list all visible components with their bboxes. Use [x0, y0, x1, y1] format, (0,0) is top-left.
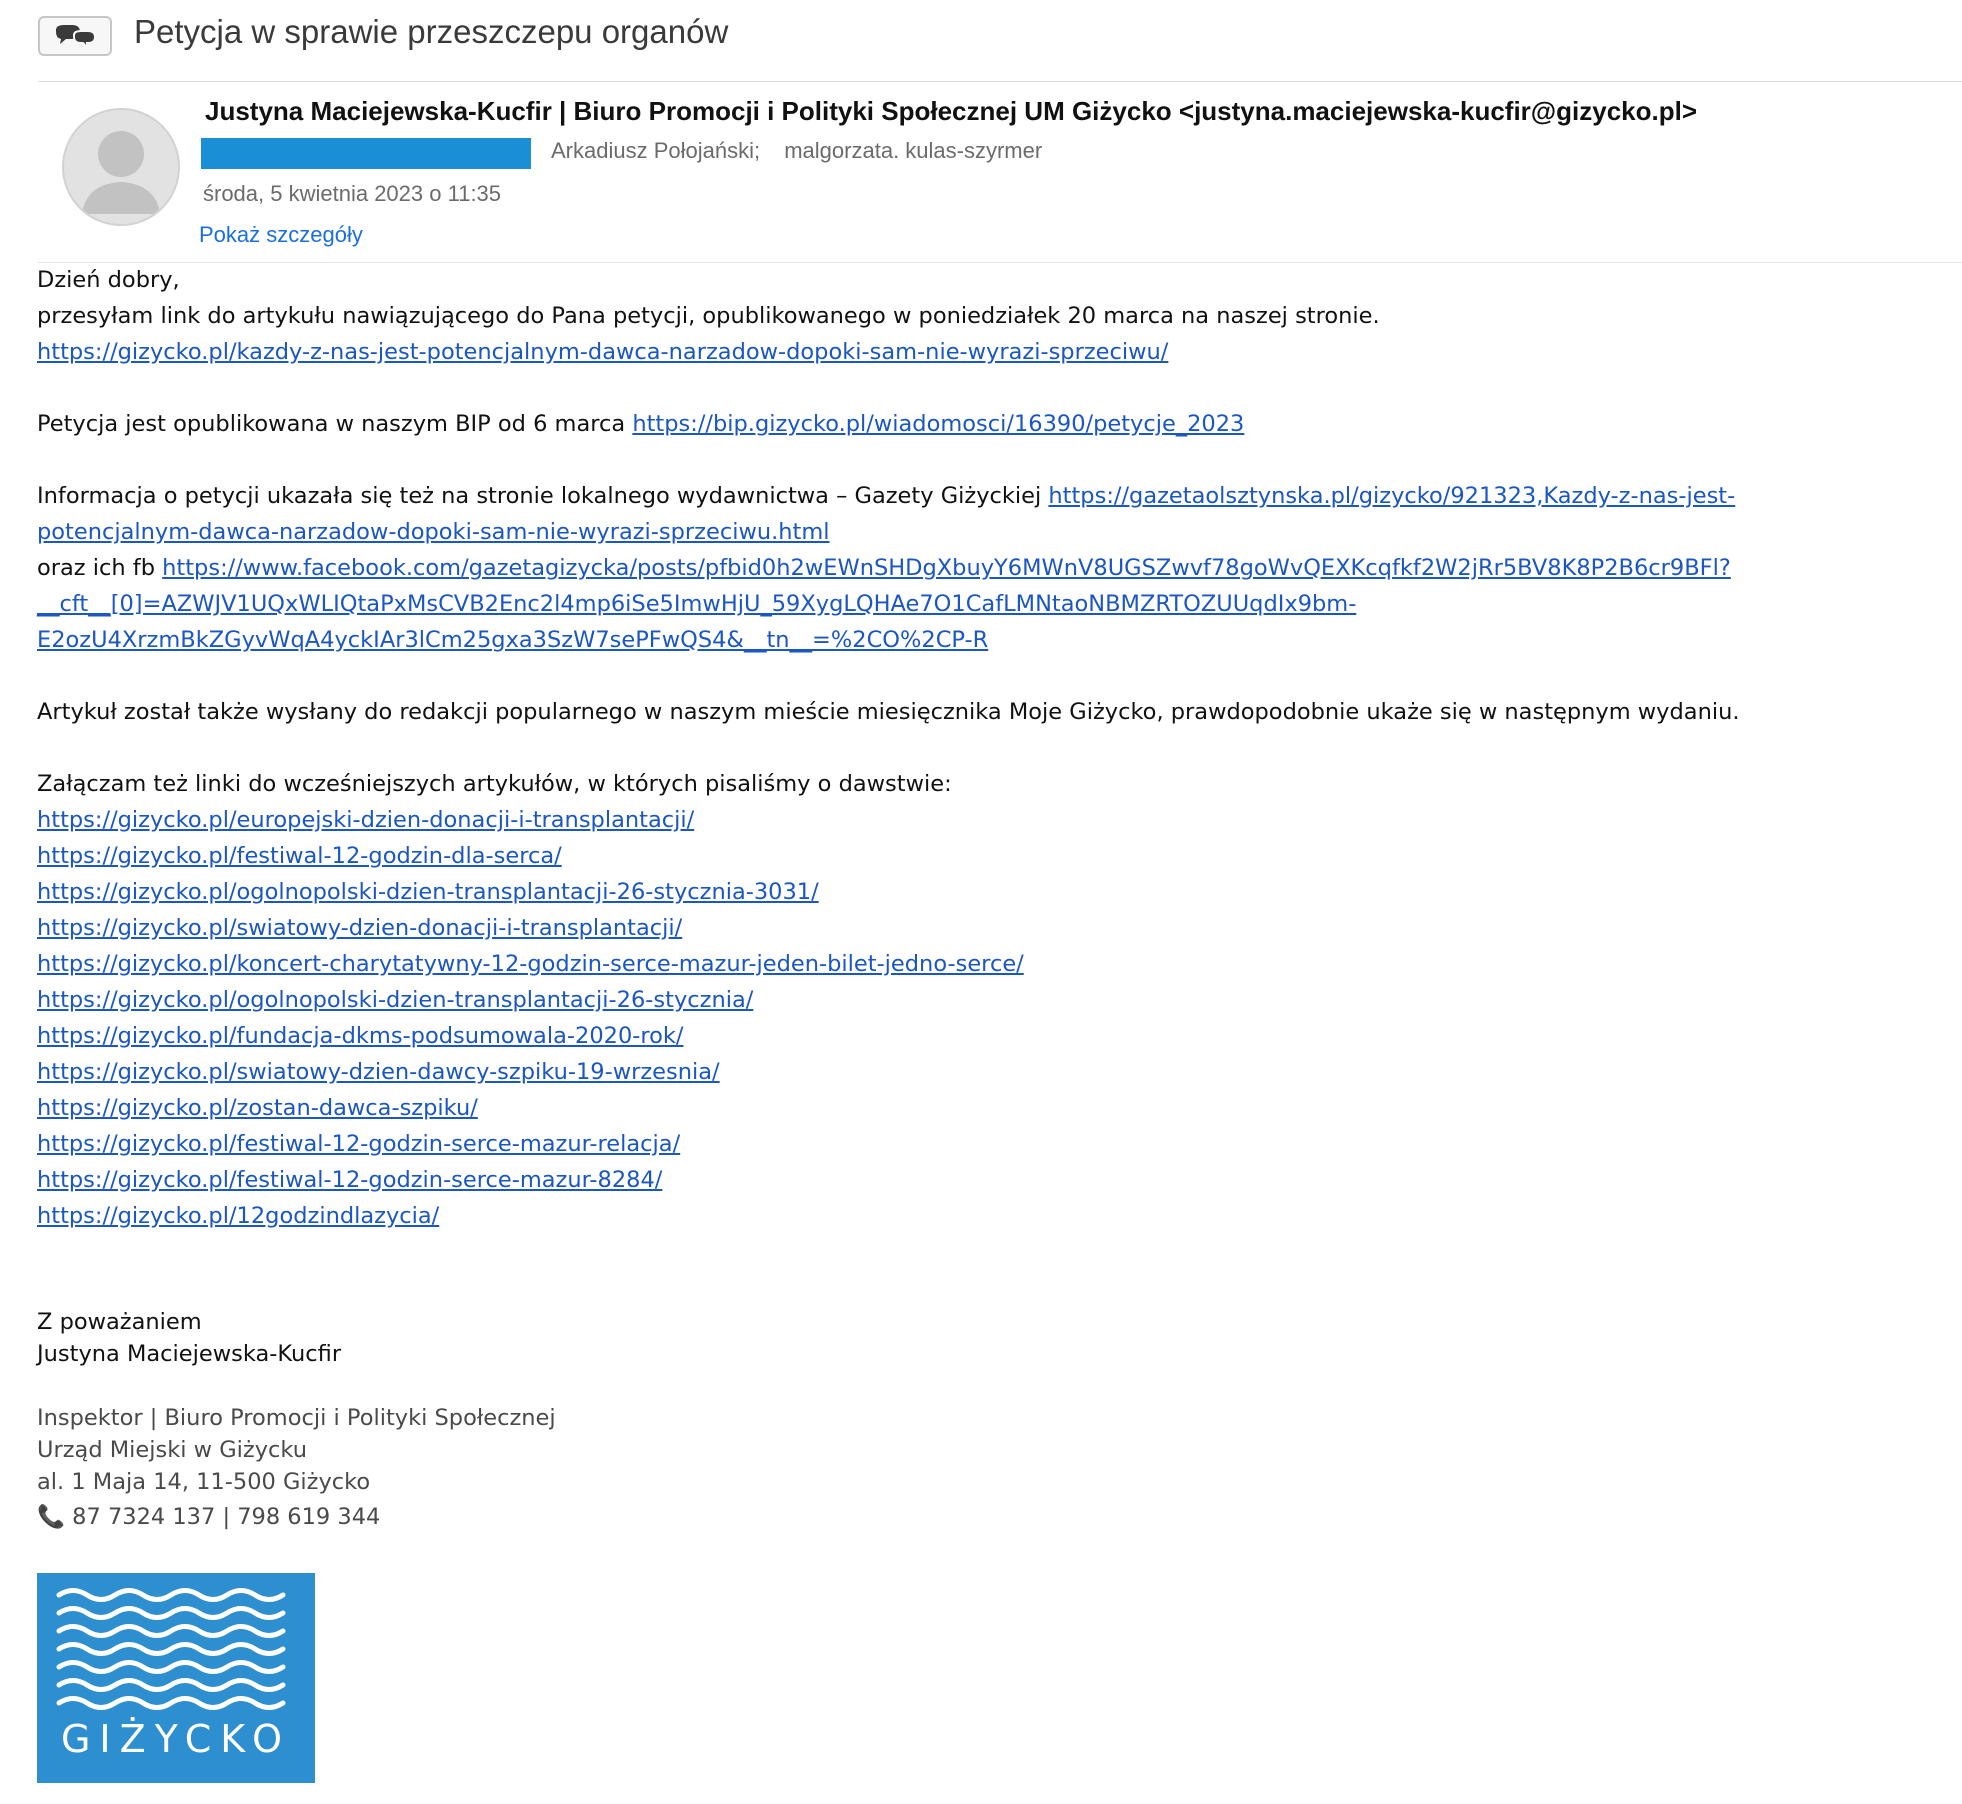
waves-icon — [37, 1573, 315, 1713]
bip-link[interactable]: https://bip.gizycko.pl/wiadomosci/16390/petycje_2023 — [632, 411, 1245, 437]
signature-title: Inspektor | Biuro Promocji i Polityki Społecznej — [37, 1405, 556, 1431]
article-archive-link[interactable]: https://gizycko.pl/festiwal-12-godzin-serce-mazur-relacja/ — [37, 1131, 681, 1157]
redacted-recipient — [201, 138, 531, 169]
recipient-name[interactable]: Arkadiusz Połojański; — [551, 138, 761, 163]
facebook-link[interactable]: https://www.facebook.com/gazetagizycka/posts/pfbid0h2wEWnSHDgXbuyY6MWnV8UGSZwvf78goWvQEXKcqfkf2W2jRr5BV8K8P2B6cr9BFl? — [162, 555, 1731, 581]
article-archive-link[interactable]: https://gizycko.pl/koncert-charytatywny-12-godzin-serce-mazur-jeden-bilet-jedno-serce/ — [37, 951, 1024, 977]
links-intro: Załączam też linki do wcześniejszych artykułów, w których pisaliśmy o dawstwie: — [37, 771, 952, 797]
sent-date: środa, 5 kwietnia 2023 o 11:35 — [203, 181, 502, 206]
signature-address: al. 1 Maja 14, 11-500 Giżycko — [37, 1469, 371, 1495]
message-toolbar — [0, 0, 1962, 72]
recipient-list — [551, 138, 1060, 164]
article-link[interactable]: https://gizycko.pl/kazdy-z-nas-jest-potencjalnym-dawca-narzadow-dopoki-sam-nie-wyrazi-sprzeciwu/ — [37, 339, 1169, 365]
bip-text: Petycja jest opublikowana w naszym BIP od 6 marca — [37, 411, 633, 437]
greeting: Dzień dobry, — [37, 267, 180, 293]
person-silhouette-icon — [64, 110, 180, 226]
article-archive-link[interactable]: https://gizycko.pl/europejski-dzien-donacji-i-transplantacji/ — [37, 807, 695, 833]
sender-avatar[interactable] — [62, 108, 180, 226]
speech-bubbles-icon — [52, 23, 100, 51]
gazeta-link[interactable]: potencjalnym-dawca-narzadow-dopoki-sam-nie-wyrazi-sprzeciwu.html — [37, 519, 830, 545]
intro-paragraph: przesyłam link do artykułu nawiązującego do Pana petycji, opublikowanego w poniedziałek 20 marca na naszej stronie. — [37, 303, 1380, 329]
article-archive-link[interactable]: https://gizycko.pl/ogolnopolski-dzien-transplantacji-26-stycznia-3031/ — [37, 879, 819, 905]
show-details-link[interactable]: Pokaż szczegóły — [199, 222, 363, 247]
fb-text: oraz ich fb — [37, 555, 163, 581]
divider — [38, 81, 1962, 82]
gazeta-text: Informacja o petycji ukazała się też na stronie lokalnego wydawnictwa – Gazety Giżyckiej — [37, 483, 1049, 509]
facebook-link[interactable]: __cft__[0]=AZWJV1UQxWLIQtaPxMsCVB2Enc2l4mp6iSe5ImwHjU_59XygLQHAe7O1CafLMNtaoNBMZRTOZUUqdIx9bm- — [37, 591, 1357, 617]
article-archive-link[interactable]: https://gizycko.pl/festiwal-12-godzin-dla-serca/ — [37, 843, 562, 869]
article-archive-link[interactable]: https://gizycko.pl/festiwal-12-godzin-serce-mazur-8284/ — [37, 1167, 663, 1193]
article-archive-link[interactable]: https://gizycko.pl/swiatowy-dzien-donacji-i-transplantacji/ — [37, 915, 683, 941]
moje-gizycko-paragraph: Artykuł został także wysłany do redakcji popularnego w naszym mieście miesięcznika Moje Giżycko, prawdopodobnie ukaże się w następnym wydaniu. — [37, 699, 1740, 725]
signature-office: Urząd Miejski w Giżycku — [37, 1437, 307, 1463]
article-archive-link[interactable]: https://gizycko.pl/ogolnopolski-dzien-transplantacji-26-stycznia/ — [37, 987, 754, 1013]
closing: Z poważaniem — [37, 1309, 202, 1335]
conversation-back-button[interactable] — [38, 16, 112, 56]
article-archive-link[interactable]: https://gizycko.pl/12godzindlazycia/ — [37, 1203, 440, 1229]
article-archive-link[interactable]: https://gizycko.pl/zostan-dawca-szpiku/ — [37, 1095, 478, 1121]
logo-wordmark: GIŻYCKO — [60, 1717, 292, 1761]
sender-line[interactable]: Justyna Maciejewska-Kucfir | Biuro Promocji i Polityki Społecznej UM Giżycko <justyna.maciejewska-kucfir@gizycko.pl> — [205, 96, 1698, 126]
signature-name: Justyna Maciejewska-Kucfir — [37, 1341, 342, 1367]
article-archive-link[interactable]: https://gizycko.pl/fundacja-dkms-podsumowala-2020-rok/ — [37, 1023, 684, 1049]
gizycko-logo — [37, 1573, 315, 1783]
email-subject: Petycja w sprawie przeszczepu organów — [134, 13, 729, 50]
email-body — [37, 262, 1937, 1536]
phone-icon: 📞 — [37, 1504, 66, 1530]
facebook-link[interactable]: E2ozU4XrzmBkZGyvWqA4yckIAr3lCm25gxa3SzW7sePFwQS4&__tn__=%2CO%2CP-R — [37, 627, 989, 653]
signature-phones: 87 7324 137 | 798 619 344 — [65, 1504, 381, 1530]
recipient-name[interactable]: malgorzata. kulas-szyrmer — [784, 138, 1043, 163]
article-archive-link[interactable]: https://gizycko.pl/swiatowy-dzien-dawcy-szpiku-19-wrzesnia/ — [37, 1059, 720, 1085]
gazeta-link[interactable]: https://gazetaolsztynska.pl/gizycko/921323,Kazdy-z-nas-jest- — [1048, 483, 1736, 509]
